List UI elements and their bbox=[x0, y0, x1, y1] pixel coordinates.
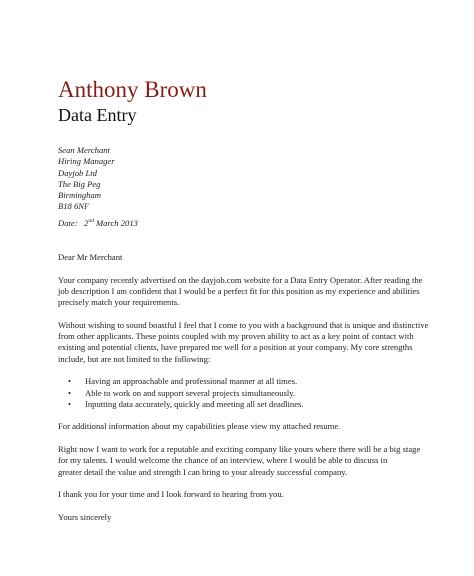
bullet-icon: • bbox=[68, 398, 72, 409]
text-line: include, but are not limited to the following: bbox=[58, 353, 211, 364]
address-line: Sean Merchant bbox=[58, 145, 110, 155]
text-line: for my talents. I would welcome the chance of an interview, where I would be able to discuss in bbox=[58, 455, 388, 466]
job-title: Data Entry bbox=[58, 105, 137, 125]
paragraph-thanks bbox=[58, 489, 428, 500]
address-line: Dayjob Ltd bbox=[58, 167, 97, 178]
text-line: Right now I want to work for a reputable and exciting company like yours where there will be a big stage bbox=[58, 444, 421, 455]
date-label: Date: bbox=[58, 218, 78, 228]
paragraph-intro bbox=[58, 275, 428, 309]
list-item: • Able to work on and support several projects simultaneously. bbox=[68, 387, 296, 398]
recipient-address bbox=[58, 145, 115, 213]
address-line: Birmingham bbox=[58, 190, 101, 201]
address-line: B18 6NF bbox=[58, 201, 90, 212]
paragraph-resume bbox=[58, 421, 428, 432]
paragraph-interest bbox=[58, 444, 428, 478]
closing: Yours sincerely bbox=[58, 511, 112, 522]
bullet-icon: • bbox=[68, 387, 72, 398]
date-suffix: nd bbox=[88, 218, 94, 224]
text-line: I thank you for your time and I look forward to hearing from you. bbox=[58, 489, 284, 500]
text-line: job description I am confident that I would be a perfect fit for this position as my experience and abilities bbox=[58, 285, 420, 296]
date-day: 2 bbox=[84, 218, 89, 228]
salutation: Dear Mr Merchant bbox=[58, 252, 123, 262]
text-line: Without wishing to sound boastful I feel that I come to you with a background that is unique and distinctive bbox=[58, 319, 429, 330]
text-line: For additional information about my capabilities please view my attached resume. bbox=[58, 421, 341, 432]
applicant-name: Anthony Brown bbox=[58, 77, 207, 102]
bullet-icon: • bbox=[68, 376, 72, 387]
date-rest: March 2013 bbox=[95, 218, 138, 228]
text-line: existing and potential clients, have prepared me well for a position at your company. My core strengths bbox=[58, 342, 413, 353]
letter-date bbox=[58, 218, 138, 229]
address-line: The Big Peg bbox=[58, 178, 101, 189]
letter-body bbox=[58, 252, 428, 523]
address-line: Hiring Manager bbox=[58, 156, 115, 167]
text-line: greater detail the value and strength I can bring to your already successful company. bbox=[58, 466, 348, 477]
text-line: Your company recently advertised on the dayjob.com website for a Data Entry Operator. After reading the bbox=[58, 274, 423, 285]
strengths-list bbox=[58, 376, 428, 410]
list-item: • Having an approachable and professional manner at all times. bbox=[68, 376, 298, 387]
list-item: • Inputting data accurately, quickly and meeting all set deadlines. bbox=[68, 398, 304, 409]
text-line: precisely match your requirements. bbox=[58, 297, 180, 308]
text-line: from other applicants. These points coupled with my proven ability to act as a key point of contact with bbox=[58, 331, 414, 342]
paragraph-background bbox=[58, 320, 428, 365]
